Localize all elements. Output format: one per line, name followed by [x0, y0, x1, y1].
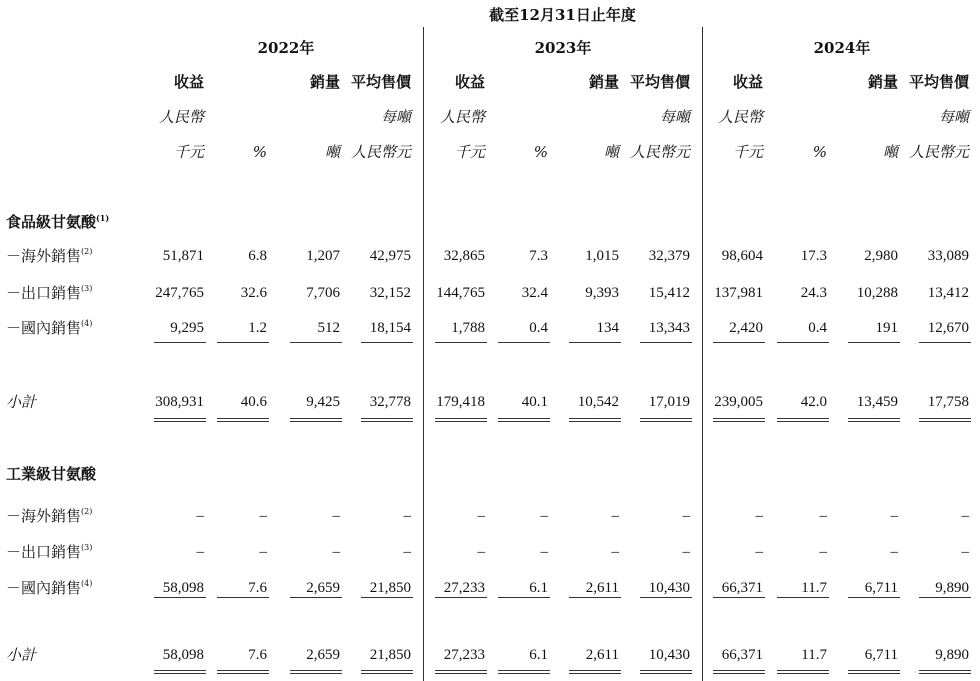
double-underline	[848, 418, 900, 419]
unit-row1-revenue: 人民幣	[439, 108, 485, 126]
subtotal-cell: 32,778	[369, 394, 411, 410]
table-cell: 1.2	[248, 320, 267, 336]
subtotal-label: 小計	[6, 393, 37, 411]
unit-row2-pct: %	[812, 143, 827, 161]
subtotal-cell: 17,019	[648, 394, 690, 410]
double-underline	[498, 673, 550, 674]
subtotal-cell: 11.7	[801, 647, 827, 663]
table-cell: 10,430	[648, 580, 690, 596]
cell-underline	[217, 597, 269, 598]
double-underline	[435, 673, 487, 674]
double-underline	[640, 673, 692, 674]
subtotal-cell: 239,005	[714, 394, 763, 410]
double-underline	[713, 673, 765, 674]
subtotal-cell: 9,425	[306, 394, 340, 410]
table-cell: –	[819, 508, 827, 524]
table-cell: 33,089	[927, 248, 969, 264]
table-cell: –	[961, 544, 969, 560]
double-underline	[498, 421, 550, 422]
subtotal-cell: 6,711	[864, 647, 898, 663]
table-cell: –	[403, 544, 411, 560]
subtotal-cell: 10,430	[648, 647, 690, 663]
double-underline	[435, 670, 487, 671]
table-cell: –	[259, 544, 267, 560]
cell-underline	[361, 597, 413, 598]
cell-underline	[498, 342, 550, 343]
double-underline	[919, 673, 971, 674]
table-cell: –	[682, 508, 690, 524]
subtotal-cell: 66,371	[721, 647, 763, 663]
row-label-text: －海外銷售	[6, 507, 82, 525]
column-header-volume: 銷量	[867, 73, 898, 91]
table-cell: 17.3	[800, 248, 827, 264]
table-cell: 10,288	[856, 285, 898, 301]
table-cell: 42,975	[369, 248, 411, 264]
unit-row2-revenue: 千元	[173, 143, 204, 161]
table-cell: –	[332, 508, 340, 524]
double-underline	[217, 418, 269, 419]
table-cell: –	[332, 544, 340, 560]
subtotal-cell: 10,542	[577, 394, 619, 410]
cell-underline	[435, 597, 487, 598]
subtotal-label: 小計	[6, 646, 37, 664]
table-cell: 32,379	[648, 248, 690, 264]
row-label-text: －國內銷售	[6, 579, 82, 597]
unit-row2-volume: 噸	[324, 143, 340, 161]
double-underline	[361, 421, 413, 422]
footnote-marker: (1)	[96, 213, 110, 223]
cell-underline	[290, 597, 342, 598]
table-cell: 0.4	[529, 320, 548, 336]
cell-underline	[777, 597, 829, 598]
table-cell: 144,765	[436, 285, 485, 301]
double-underline	[498, 418, 550, 419]
row-label-text: －出口銷售	[6, 543, 82, 561]
row-label	[6, 581, 92, 596]
table-cell: 11.7	[801, 580, 827, 596]
table-cell: 512	[317, 320, 340, 336]
unit-row1-revenue: 人民幣	[158, 108, 204, 126]
double-underline	[569, 670, 621, 671]
double-underline	[361, 670, 413, 671]
double-underline	[848, 673, 900, 674]
double-underline	[290, 670, 342, 671]
table-cell: 15,412	[648, 285, 690, 301]
table-cell: 2,980	[864, 248, 898, 264]
table-cell: 12,670	[927, 320, 969, 336]
table-cell: 6,711	[864, 580, 898, 596]
table-cell: 32.6	[240, 285, 267, 301]
table-cell: 51,871	[162, 248, 204, 264]
double-underline	[713, 421, 765, 422]
table-cell: –	[819, 544, 827, 560]
footnote-marker: (4)	[81, 319, 93, 328]
table-cell: 2,611	[585, 580, 619, 596]
double-underline	[777, 418, 829, 419]
subtotal-cell: 9,890	[935, 647, 969, 663]
row-label	[6, 286, 92, 301]
table-cell: –	[961, 508, 969, 524]
table-cell: 21,850	[369, 580, 411, 596]
table-cell: 66,371	[721, 580, 763, 596]
year-header: 2024年	[813, 39, 871, 57]
table-cell: 32,152	[369, 285, 411, 301]
column-header-avg_price: 平均售價	[350, 73, 411, 91]
section-title-text: 工業級甘氨酸	[6, 465, 97, 483]
table-cell: 0.4	[808, 320, 827, 336]
table-cell: –	[890, 508, 898, 524]
column-header-avg_price: 平均售價	[629, 73, 690, 91]
double-underline	[217, 670, 269, 671]
table-cell: 6.8	[248, 248, 267, 264]
unit-row2-avg_price: 人民幣元	[350, 143, 411, 161]
table-cell: 13,412	[927, 285, 969, 301]
row-label	[6, 249, 92, 264]
table-cell: 32,865	[443, 248, 485, 264]
footnote-marker: (3)	[81, 543, 93, 552]
double-underline	[919, 421, 971, 422]
table-cell: –	[403, 508, 411, 524]
table-cell: 191	[875, 320, 898, 336]
cell-underline	[848, 597, 900, 598]
double-underline	[848, 670, 900, 671]
footnote-marker: (2)	[81, 507, 93, 516]
cell-underline	[848, 342, 900, 343]
table-cell: –	[540, 544, 548, 560]
unit-row2-pct: %	[252, 143, 267, 161]
double-underline	[640, 421, 692, 422]
table-cell: 32.4	[521, 285, 548, 301]
cell-underline	[217, 342, 269, 343]
double-underline	[154, 670, 206, 671]
subtotal-cell: 40.1	[521, 394, 548, 410]
footnote-marker: (4)	[81, 579, 93, 588]
table-cell: 1,015	[585, 248, 619, 264]
table-cell: –	[611, 508, 619, 524]
table-cell: –	[755, 508, 763, 524]
subtotal-cell: 58,098	[162, 647, 204, 663]
table-cell: –	[682, 544, 690, 560]
table-cell: 134	[596, 320, 619, 336]
table-cell: 247,765	[155, 285, 204, 301]
subtotal-cell: 7.6	[248, 647, 267, 663]
column-header-revenue: 收益	[173, 73, 204, 91]
double-underline	[640, 418, 692, 419]
double-underline	[435, 418, 487, 419]
cell-underline	[919, 342, 971, 343]
table-cell: 137,981	[714, 285, 763, 301]
double-underline	[217, 673, 269, 674]
row-label	[6, 545, 92, 560]
table-cell: –	[477, 508, 485, 524]
unit-row1-avg_price: 每噸	[938, 108, 969, 126]
double-underline	[919, 418, 971, 419]
table-cell: –	[196, 508, 204, 524]
subtotal-cell: 13,459	[856, 394, 898, 410]
unit-row2-pct: %	[533, 143, 548, 161]
unit-row2-volume: 噸	[603, 143, 619, 161]
double-underline	[640, 670, 692, 671]
table-cell: 9,295	[170, 320, 204, 336]
year-header: 2022年	[257, 39, 315, 57]
subtotal-cell: 6.1	[529, 647, 548, 663]
subtotal-cell: 2,659	[306, 647, 340, 663]
table-cell: 18,154	[369, 320, 411, 336]
double-underline	[777, 670, 829, 671]
table-cell: –	[890, 544, 898, 560]
table-cell: 7,706	[306, 285, 340, 301]
unit-row1-avg_price: 每噸	[380, 108, 411, 126]
row-label-text: －海外銷售	[6, 247, 82, 265]
unit-row2-avg_price: 人民幣元	[629, 143, 690, 161]
double-underline	[569, 421, 621, 422]
double-underline	[361, 418, 413, 419]
cell-underline	[640, 342, 692, 343]
unit-row1-avg_price: 每噸	[659, 108, 690, 126]
double-underline	[217, 421, 269, 422]
section-title-text: 食品級甘氨酸	[6, 213, 97, 231]
table-caption: 截至12月31日止年度	[489, 6, 636, 24]
double-underline	[435, 421, 487, 422]
footnote-marker: (2)	[81, 247, 93, 256]
double-underline	[361, 673, 413, 674]
cell-underline	[435, 342, 487, 343]
table-cell: –	[611, 544, 619, 560]
section-title	[6, 215, 109, 230]
cell-underline	[713, 597, 765, 598]
double-underline	[290, 418, 342, 419]
table-cell: 9,393	[585, 285, 619, 301]
unit-row1-revenue: 人民幣	[717, 108, 763, 126]
cell-underline	[154, 597, 206, 598]
subtotal-cell: 27,233	[443, 647, 485, 663]
subtotal-cell: 40.6	[240, 394, 267, 410]
cell-underline	[569, 597, 621, 598]
double-underline	[154, 673, 206, 674]
subtotal-cell: 308,931	[155, 394, 204, 410]
subtotal-cell: 17,758	[927, 394, 969, 410]
double-underline	[498, 670, 550, 671]
double-underline	[154, 418, 206, 419]
double-underline	[848, 421, 900, 422]
unit-row2-revenue: 千元	[454, 143, 485, 161]
double-underline	[777, 673, 829, 674]
row-label-text: －出口銷售	[6, 284, 82, 302]
cell-underline	[777, 342, 829, 343]
unit-row2-avg_price: 人民幣元	[908, 143, 969, 161]
table-cell: 2,659	[306, 580, 340, 596]
section-title	[6, 467, 96, 482]
table-cell: 27,233	[443, 580, 485, 596]
unit-row2-volume: 噸	[882, 143, 898, 161]
table-cell: 9,890	[935, 580, 969, 596]
column-header-revenue: 收益	[732, 73, 763, 91]
column-header-revenue: 收益	[454, 73, 485, 91]
cell-underline	[154, 342, 206, 343]
year-header: 2023年	[534, 39, 592, 57]
table-cell: 13,343	[648, 320, 690, 336]
footnote-marker: (3)	[81, 284, 93, 293]
row-label	[6, 509, 92, 524]
table-cell: –	[477, 544, 485, 560]
table-cell: –	[196, 544, 204, 560]
double-underline	[713, 418, 765, 419]
cell-underline	[290, 342, 342, 343]
double-underline	[290, 673, 342, 674]
cell-underline	[569, 342, 621, 343]
table-cell: –	[755, 544, 763, 560]
double-underline	[290, 421, 342, 422]
double-underline	[569, 673, 621, 674]
table-cell: –	[259, 508, 267, 524]
column-header-volume: 銷量	[309, 73, 340, 91]
double-underline	[569, 418, 621, 419]
double-underline	[919, 670, 971, 671]
column-header-volume: 銷量	[588, 73, 619, 91]
subtotal-cell: 179,418	[436, 394, 485, 410]
column-header-avg_price: 平均售價	[908, 73, 969, 91]
table-cell: 58,098	[162, 580, 204, 596]
table-cell: 1,788	[451, 320, 485, 336]
table-cell: –	[540, 508, 548, 524]
double-underline	[713, 670, 765, 671]
table-cell: 24.3	[800, 285, 827, 301]
cell-underline	[640, 597, 692, 598]
table-cell: 7.3	[529, 248, 548, 264]
cell-underline	[498, 597, 550, 598]
table-cell: 6.1	[529, 580, 548, 596]
subtotal-cell: 42.0	[800, 394, 827, 410]
table-cell: 1,207	[306, 248, 340, 264]
cell-underline	[361, 342, 413, 343]
cell-underline	[713, 342, 765, 343]
subtotal-cell: 21,850	[369, 647, 411, 663]
table-cell: 98,604	[721, 248, 763, 264]
row-label-text: －國內銷售	[6, 319, 82, 337]
row-label	[6, 321, 92, 336]
table-cell: 2,420	[729, 320, 763, 336]
table-cell: 7.6	[248, 580, 267, 596]
cell-underline	[919, 597, 971, 598]
unit-row2-revenue: 千元	[732, 143, 763, 161]
double-underline	[777, 421, 829, 422]
subtotal-cell: 2,611	[585, 647, 619, 663]
double-underline	[154, 421, 206, 422]
